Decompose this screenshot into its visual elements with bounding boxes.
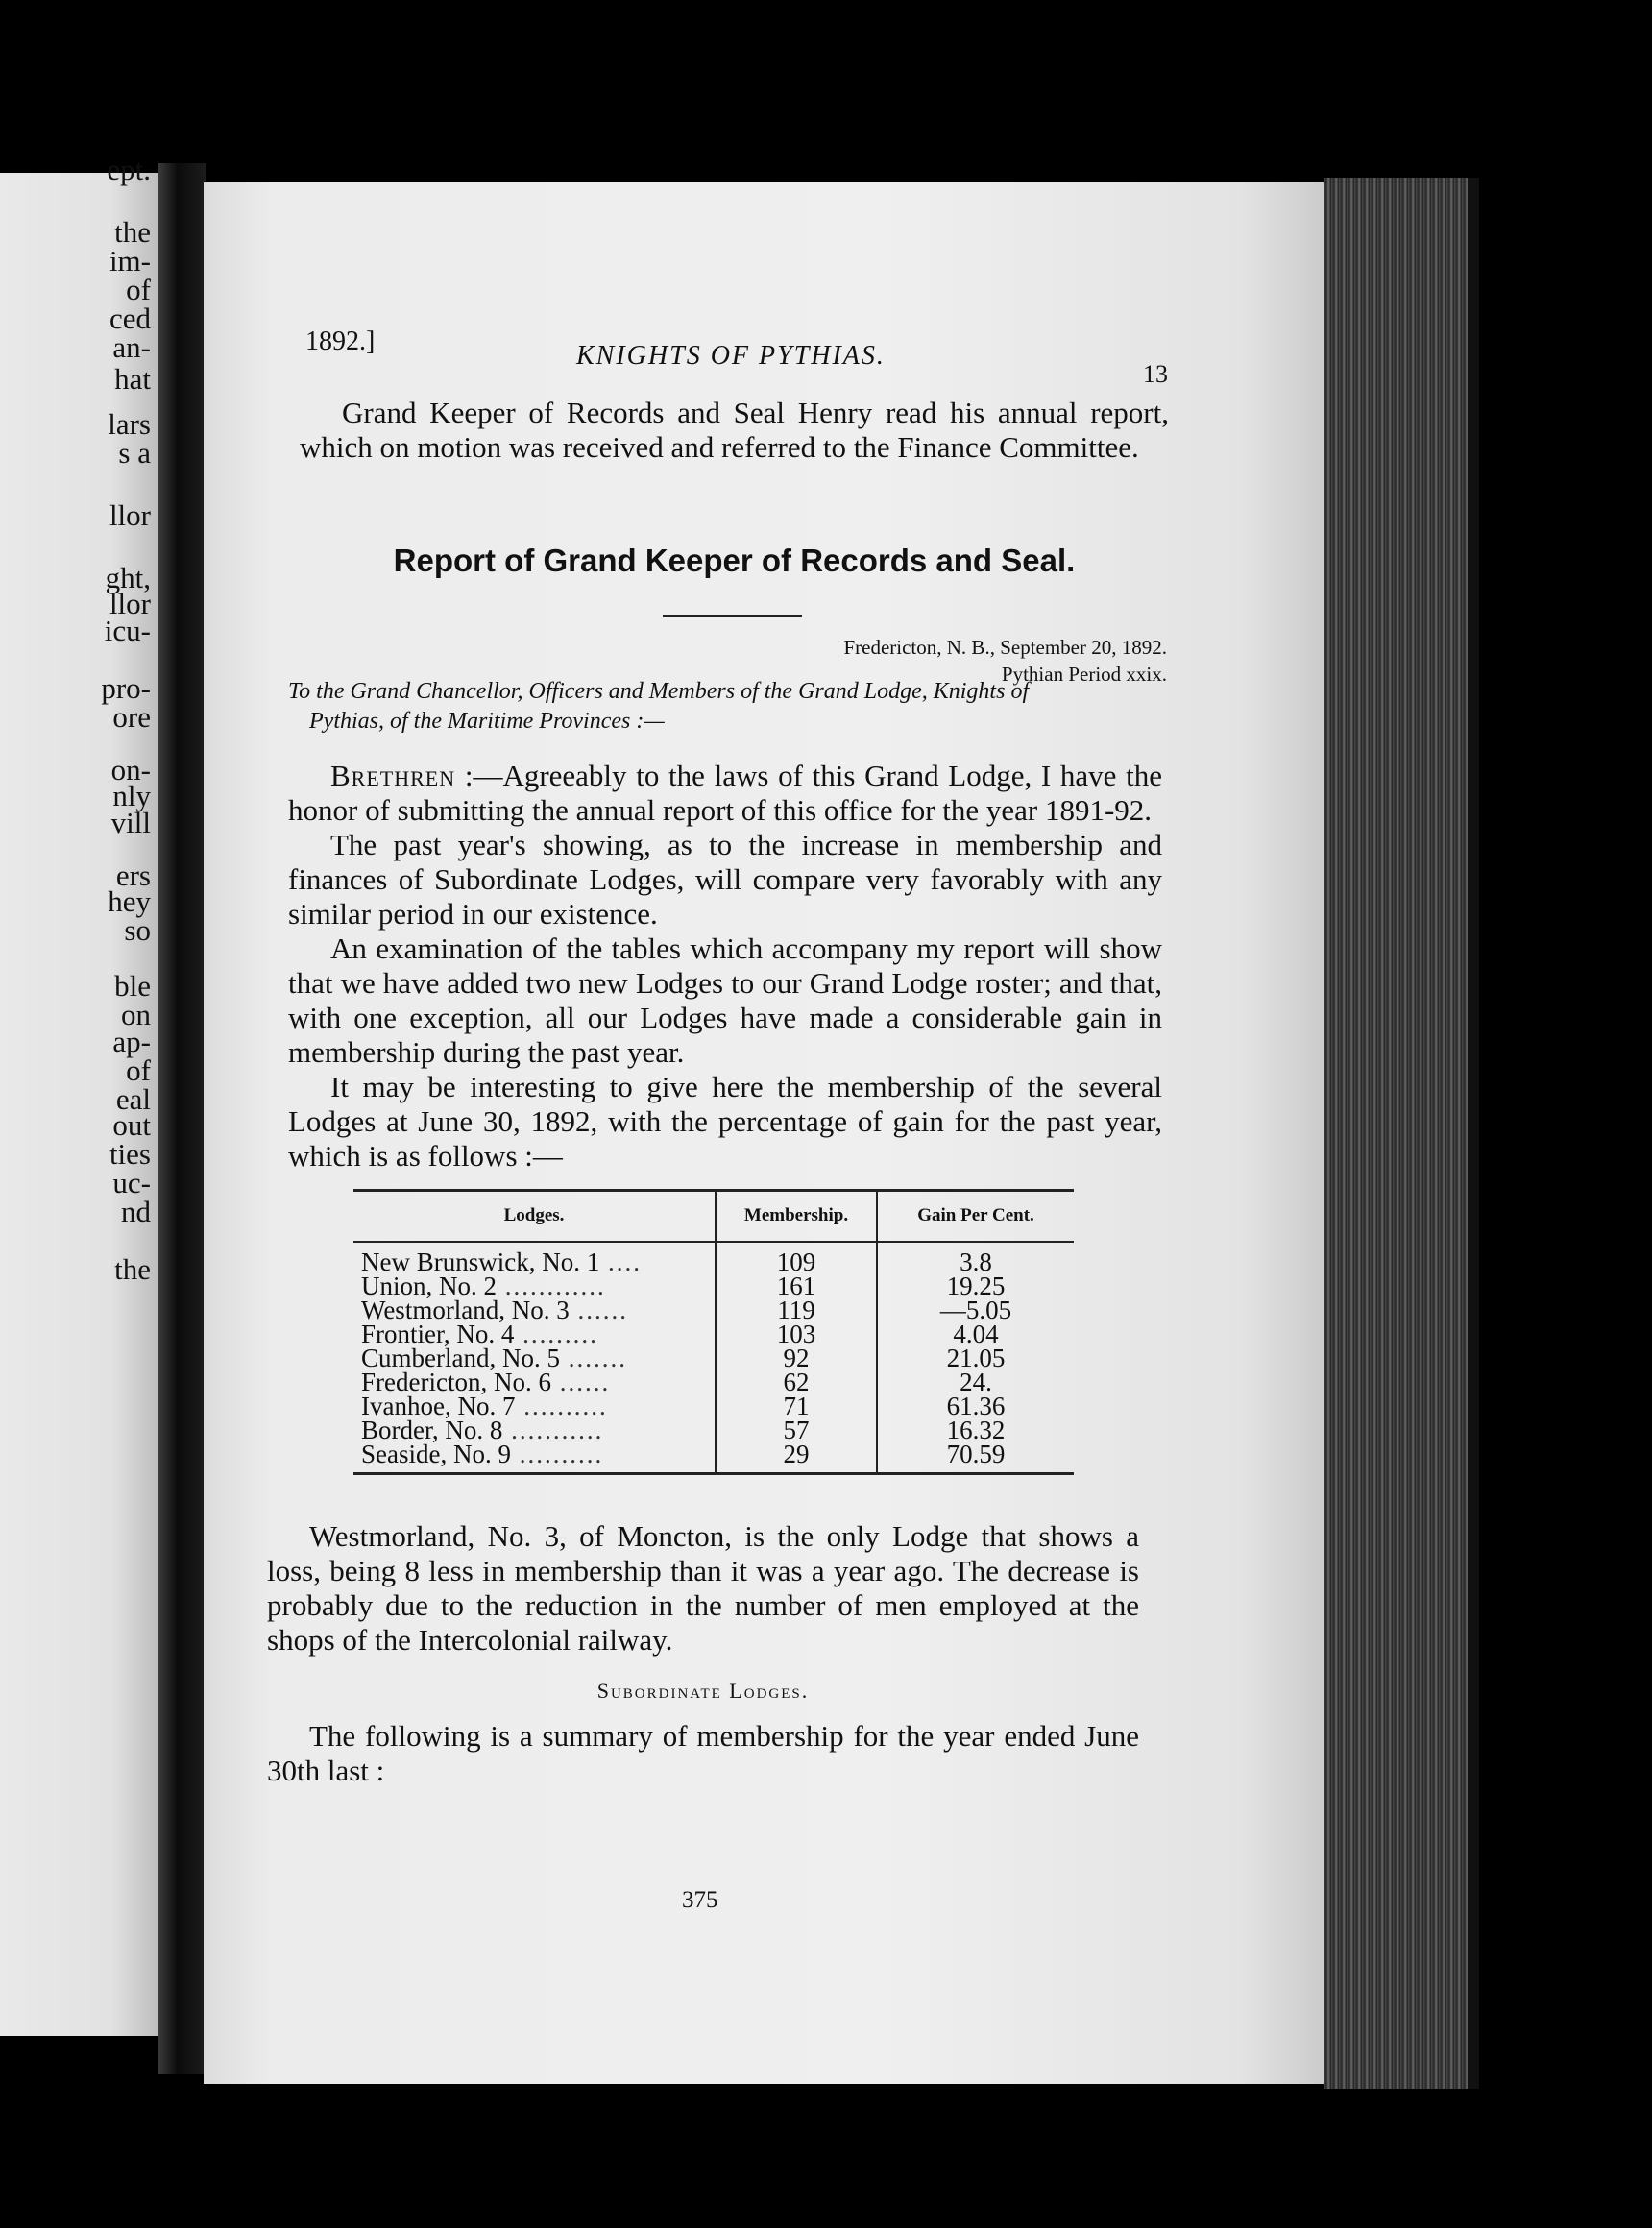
gain-percent-value: 3.8 [877, 1242, 1074, 1274]
previous-page-fragment [0, 153, 158, 2036]
title-rule [663, 615, 802, 617]
left-page-fragment: so [124, 913, 151, 947]
leader-dots: .......... [515, 1392, 608, 1420]
left-page-fragment: vill [110, 806, 151, 839]
lodge-name [353, 1442, 716, 1474]
left-page-fragment: of [126, 1053, 151, 1087]
left-page-fragment: hey [108, 884, 151, 918]
table-row [353, 1442, 1074, 1474]
left-page-fragment: nly [112, 779, 151, 812]
gain-percent-value: 61.36 [877, 1394, 1074, 1418]
left-page-fragment: the [114, 1252, 151, 1286]
gain-percent-value: 4.04 [877, 1322, 1074, 1346]
page-edges [1324, 178, 1468, 2089]
left-page-fragment: an- [112, 330, 151, 364]
gain-percent-value: 21.05 [877, 1346, 1074, 1370]
dateline-place-date: Fredericton, N. B., September 20, 1892. [843, 636, 1167, 659]
left-page-fragment: eal [115, 1082, 151, 1116]
left-page-fragment: on [121, 998, 151, 1031]
leader-dots: ........... [502, 1416, 604, 1444]
leader-dots: .......... [510, 1440, 604, 1468]
table-row [353, 1242, 1074, 1274]
left-page-fragment: ties [109, 1137, 151, 1171]
table-body [353, 1242, 1074, 1474]
membership-value: 119 [716, 1298, 877, 1322]
gain-percent-value: 24. [877, 1370, 1074, 1394]
lodge-name-text: Border, No. 8 [361, 1416, 503, 1444]
leader-dots: ...... [569, 1296, 629, 1324]
brethren-lead: Brethren [330, 759, 456, 792]
table-header-lodges: Lodges. [353, 1191, 716, 1243]
report-title: Report of Grand Keeper of Records and Seal. [393, 543, 1076, 578]
leader-dots: ............ [497, 1271, 606, 1300]
membership-value: 109 [716, 1242, 877, 1274]
subheading-subordinate-lodges: Subordinate Lodges. [596, 1679, 810, 1703]
leader-dots: ......... [514, 1320, 598, 1348]
leader-dots: ....... [559, 1344, 627, 1372]
lodge-name [353, 1242, 716, 1274]
left-page-fragment: s a [118, 436, 151, 470]
running-head-year: 1892.] [305, 327, 376, 356]
paragraph-westmorland: Westmorland, No. 3, of Moncton, is the only Lodge that shows a loss, being 8 less in membership than it was a year ago. The decrease is probably due to the reduction in the number of men employed at the shops of the Intercolonial railway. [267, 1519, 1139, 1657]
running-head-page-number: 13 [1143, 360, 1168, 388]
left-page-fragment: ore [112, 700, 151, 734]
paragraph-membership-intro: It may be interesting to give here the membership of the several Lodges at June 30, 1892, with the percentage of gain for the past year, which is as follows :— [288, 1070, 1162, 1173]
table-header-membership: Membership. [716, 1191, 877, 1243]
lodge-name-text: Cumberland, No. 5 [361, 1344, 560, 1372]
lodge-name-text: Fredericton, No. 6 [361, 1368, 551, 1396]
left-page-fragment: ght, [105, 561, 151, 594]
intro-paragraph: Grand Keeper of Records and Seal Henry read his annual report, which on motion was received and referred to the Finance Committee. [300, 396, 1169, 464]
left-page-fragment: ble [114, 969, 151, 1003]
left-page-fragment: out [112, 1108, 151, 1142]
salutation-line-2: Pythias, of the Maritime Provinces :— [309, 709, 665, 734]
gain-percent-value: —5.05 [877, 1298, 1074, 1322]
left-page-fragment: pro- [101, 671, 151, 705]
left-page-fragment: of [126, 273, 151, 306]
left-page-fragment: ept. [107, 153, 151, 186]
paragraph-past-year: The past year's showing, as to the increase in membership and finances of Subordinate Lodges, will compare very favorably with any similar period in our existence. [288, 828, 1162, 931]
left-page-fragment: ers [115, 859, 151, 892]
gain-percent-value: 70.59 [877, 1442, 1074, 1474]
left-page-fragment: im- [109, 244, 151, 278]
paragraph-summary: The following is a summary of membership for the year ended June 30th last : [267, 1719, 1139, 1787]
membership-value: 161 [716, 1274, 877, 1298]
report-body-top [288, 759, 1162, 1174]
lodge-name-text: Seaside, No. 9 [361, 1440, 511, 1468]
left-page-fragment: ced [109, 302, 151, 335]
lodge-name-text: Ivanhoe, No. 7 [361, 1392, 516, 1420]
left-page-fragment: ap- [112, 1025, 151, 1058]
leader-dots: .... [599, 1247, 642, 1276]
left-page-fragment: llor [109, 498, 151, 532]
membership-value: 71 [716, 1394, 877, 1418]
membership-value: 29 [716, 1442, 877, 1474]
membership-value: 62 [716, 1370, 877, 1394]
lodges-membership-table [353, 1189, 1074, 1475]
paragraph-examination: An examination of the tables which accompany my report will show that we have added two new Lodges to our Grand Lodge roster; and that, with one exception, all our Lodges have made a considerable gain in membership during the past year. [288, 932, 1162, 1069]
lodge-name-text: Westmorland, No. 3 [361, 1296, 570, 1324]
brethren-text: :—Agreeably to the laws of this Grand Lodge, I have the honor of submitting the annual report of this office for the year 1891-92. [288, 759, 1163, 827]
running-head-title: KNIGHTS OF PYTHIAS. [576, 341, 886, 371]
salutation [288, 677, 1167, 737]
lodge-name-text: New Brunswick, No. 1 [361, 1247, 600, 1276]
membership-value: 92 [716, 1346, 877, 1370]
left-page-fragment: lars [108, 407, 151, 441]
left-page-fragment: uc- [112, 1166, 151, 1199]
salutation-line-1: To the Grand Chancellor, Officers and Members of the Grand Lodge, Knights of [288, 679, 1030, 704]
membership-value: 57 [716, 1418, 877, 1442]
lodge-name-text: Union, No. 2 [361, 1271, 497, 1300]
folio-number: 375 [682, 1887, 718, 1913]
table-header-gain: Gain Per Cent. [877, 1191, 1074, 1243]
gain-percent-value: 19.25 [877, 1274, 1074, 1298]
left-page-fragment: llor [109, 587, 151, 620]
left-page-fragment: icu- [104, 614, 151, 647]
leader-dots: ...... [550, 1368, 611, 1396]
left-page-fragment: nd [121, 1195, 151, 1228]
left-page-fragment: hat [114, 362, 151, 396]
membership-value: 103 [716, 1322, 877, 1346]
left-page-fragment: the [114, 215, 151, 249]
gain-percent-value: 16.32 [877, 1418, 1074, 1442]
book-gutter [158, 163, 206, 2074]
dateline-period: Pythian Period xxix. [1001, 663, 1167, 686]
lodge-name-text: Frontier, No. 4 [361, 1320, 515, 1348]
left-page-fragment: on- [110, 753, 151, 787]
paragraph-brethren [288, 759, 1162, 828]
